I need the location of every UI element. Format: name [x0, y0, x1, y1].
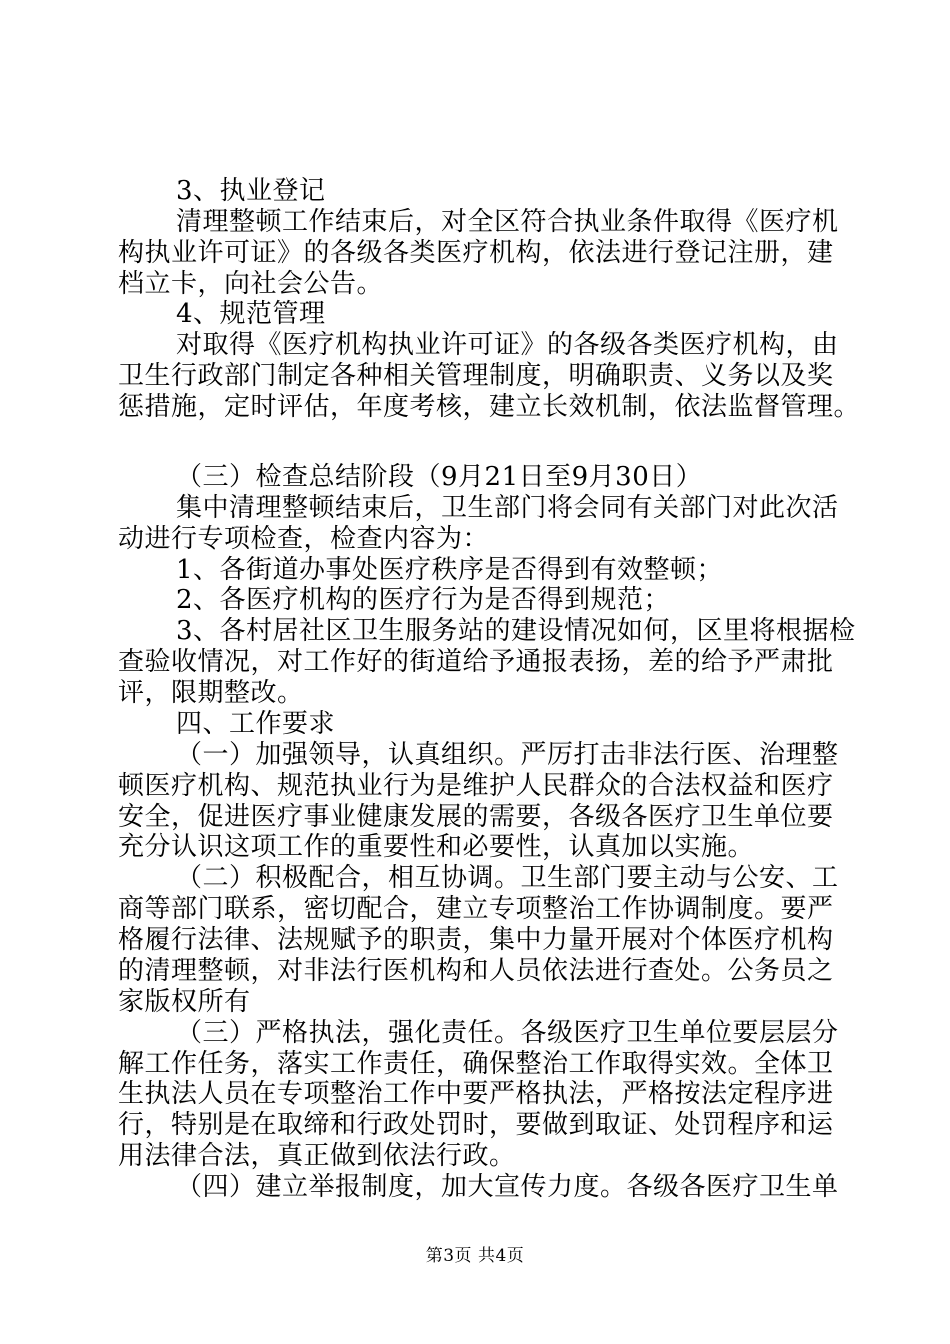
paragraph-line: 清理整顿工作结束后，对全区符合执业条件取得《医疗机 [176, 207, 839, 237]
heading-inspection-stage: （三）检查总结阶段（9月21日至9月30日） [176, 462, 703, 492]
list-item: 3、各村居社区卫生服务站的建设情况如何，区里将根据检 [176, 616, 856, 646]
paragraph-line: 解工作任务，落实工作责任，确保整治工作取得实效。全体卫 [118, 1049, 834, 1079]
paragraph-line: 安全，促进医疗事业健康发展的需要，各级各医疗卫生单位要 [118, 802, 834, 832]
list-item: 1、各街道办事处医疗秩序是否得到有效整顿； [176, 555, 724, 585]
list-item: 2、各医疗机构的医疗行为是否得到规范； [176, 585, 671, 615]
paragraph-line: 行，特别是在取缔和行政处罚时，要做到取证、处罚程序和运 [118, 1110, 834, 1140]
paragraph-line: 卫生行政部门制定各种相关管理制度，明确职责、义务以及奖 [118, 361, 834, 391]
paragraph-line: 家版权所有 [118, 987, 251, 1017]
paragraph-line: （三）严格执法，强化责任。各级医疗卫生单位要层层分 [176, 1018, 839, 1048]
paragraph-line: 的清理整顿，对非法行医机构和人员依法进行查处。公务员之 [118, 956, 834, 986]
paragraph-line: 集中清理整顿结束后，卫生部门将会同有关部门对此次活 [176, 493, 839, 523]
page-number-footer: 第3页 共4页 [425, 1246, 525, 1266]
paragraph-line: 评，限期整改。 [118, 678, 304, 708]
paragraph-line: 动进行专项检查，检查内容为： [118, 524, 490, 554]
paragraph-line: 用法律合法，真正做到依法行政。 [118, 1141, 516, 1171]
paragraph-line: 商等部门联系，密切配合，建立专项整治工作协调制度。要严 [118, 894, 834, 924]
paragraph-line: （二）积极配合，相互协调。卫生部门要主动与公安、工 [176, 863, 839, 893]
paragraph-line: 充分认识这项工作的重要性和必要性，认真加以实施。 [118, 832, 755, 862]
paragraph-line: 格履行法律、法规赋予的职责，集中力量开展对个体医疗机构 [118, 925, 834, 955]
paragraph-line: 构执业许可证》的各级各类医疗机构，依法进行登记注册，建 [118, 238, 834, 268]
paragraph-line: 惩措施，定时评估，年度考核，建立长效机制，依法监督管理。 [118, 392, 861, 422]
paragraph-line: （一）加强领导，认真组织。严厉打击非法行医、治理整 [176, 740, 839, 770]
heading-registration: 3、执业登记 [176, 176, 326, 206]
paragraph-line: 查验收情况，对工作好的街道给予通报表扬，差的给予严肃批 [118, 647, 834, 677]
heading-work-requirements: 四、工作要求 [176, 709, 336, 739]
paragraph-line: 对取得《医疗机构执业许可证》的各级各类医疗机构，由 [176, 330, 839, 360]
paragraph-line: 档立卡，向社会公告。 [118, 269, 384, 299]
paragraph-line: （四）建立举报制度，加大宣传力度。各级各医疗卫生单 [176, 1172, 839, 1202]
paragraph-line: 顿医疗机构、规范执业行为是维护人民群众的合法权益和医疗 [118, 771, 834, 801]
heading-management: 4、规范管理 [176, 299, 326, 329]
paragraph-line: 生执法人员在专项整治工作中要严格执法，严格按法定程序进 [118, 1079, 834, 1109]
